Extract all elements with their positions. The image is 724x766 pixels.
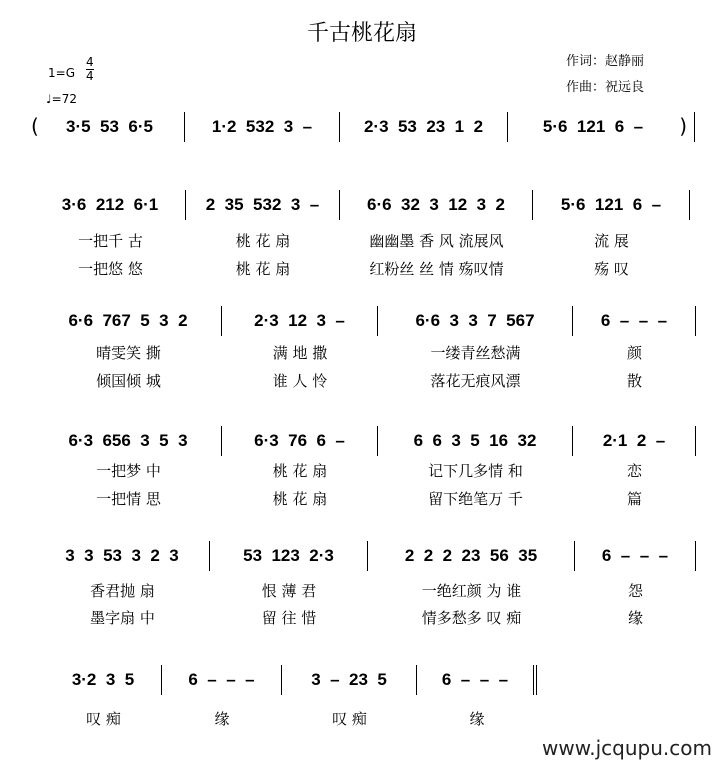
lyric-segment: 叹 痴: [332, 710, 367, 728]
key-signature: 1=G: [48, 66, 75, 80]
lyric-segment: 晴雯笑 撕: [96, 344, 161, 362]
measure: 6 – – –: [417, 665, 537, 695]
lyric-segment: 落花无痕风漂: [430, 372, 521, 390]
measure: 6·3 76 6 –: [222, 426, 378, 456]
lyric-segment: 墨字扇 中: [90, 609, 155, 627]
lyric-segment: 篇: [626, 490, 642, 508]
lyric-segment: 留 往 惜: [261, 609, 317, 627]
measure: 3 – 23 5: [282, 665, 417, 695]
measure: 6·6 32 3 12 3 2: [340, 190, 533, 220]
time-signature: [86, 56, 94, 83]
lyric-line: [35, 230, 690, 251]
lyric-line: [35, 460, 696, 481]
measure: 3·5 53 6·5: [35, 112, 185, 142]
measure: 53 123 2·3: [210, 541, 368, 571]
staff-line: [35, 541, 696, 571]
lyric-segment: 一把千 古: [78, 232, 143, 250]
lyric-segment: 倾国倾 城: [96, 372, 161, 390]
lyric-line: [35, 342, 696, 363]
lyric-segment: 桃 花 扇: [272, 490, 328, 508]
lyric-segment: 一绝红颜 为 谁: [421, 582, 522, 600]
lyric-segment: 缘: [214, 710, 230, 728]
repeat-paren-close: ): [679, 114, 687, 138]
lyric-segment: 一把梦 中: [96, 462, 161, 480]
measure: 6·3 656 3 5 3: [35, 426, 222, 456]
lyric-segment: 恋: [626, 462, 642, 480]
measure: 3·6 212 6·1: [35, 190, 186, 220]
staff-line: [35, 426, 696, 456]
lyric-line: [35, 258, 690, 279]
staff-line: [45, 665, 537, 695]
staff-line: [35, 190, 690, 220]
repeat-paren-open: (: [31, 114, 39, 138]
song-title: 千古桃花扇: [306, 21, 417, 46]
lyric-segment: 记下几多情 和: [428, 462, 523, 480]
measure: 5·6 121 6 –: [533, 190, 690, 220]
lyric-segment: 桃 花 扇: [235, 232, 291, 250]
lyric-segment: 留下绝笔万 千: [428, 490, 523, 508]
composer-credit: 作曲：祝远良: [566, 80, 645, 95]
lyric-segment: 缘: [627, 609, 643, 627]
lyric-segment: 恨 薄 君: [261, 582, 317, 600]
lyric-line: [35, 607, 696, 628]
measure: 2·1 2 –: [573, 426, 696, 456]
lyric-segment: 叹 痴: [86, 710, 121, 728]
lyric-segment: 缘: [469, 710, 485, 728]
measure: 2·3 12 3 –: [222, 306, 378, 336]
lyric-segment: 殇 叹: [594, 260, 629, 278]
measure: 6 6 3 5 16 32: [378, 426, 573, 456]
lyricist-credit: 作词：赵静丽: [566, 54, 645, 69]
measure: 2·3 53 23 1 2: [340, 112, 508, 142]
tempo-marking: ♩=72: [46, 92, 77, 106]
measure: 2 35 532 3 –: [186, 190, 340, 220]
measure: 6 – – –: [573, 306, 696, 336]
measure: 6·6 767 5 3 2: [35, 306, 222, 336]
lyric-segment: 一把悠 悠: [78, 260, 143, 278]
watermark: www.jcqupu.com: [542, 736, 712, 760]
measure: 2 2 2 23 56 35: [368, 541, 575, 571]
lyric-segment: 一缕青丝愁满: [430, 344, 521, 362]
staff-line: [31, 112, 695, 142]
lyric-segment: 一把情 思: [96, 490, 161, 508]
lyric-segment: 桃 花 扇: [235, 260, 291, 278]
lyric-segment: 香君抛 扇: [90, 582, 155, 600]
lyric-segment: 怨: [627, 582, 643, 600]
measure: 3 3 53 3 2 3: [35, 541, 210, 571]
staff-line: [35, 306, 696, 336]
lyric-segment: 流 展: [594, 232, 629, 250]
lyric-segment: 幽幽墨 香 风 流展风: [369, 232, 504, 250]
measure: 6·6 3 3 7 567: [378, 306, 573, 336]
lyric-segment: 谁 人 怜: [272, 372, 328, 390]
lyric-segment: 桃 花 扇: [272, 462, 328, 480]
time-top: 4: [86, 55, 94, 69]
lyric-segment: 散: [626, 372, 642, 390]
measure: 6 – – –: [162, 665, 282, 695]
lyric-segment: 满 地 撒: [272, 344, 328, 362]
measure: 1·2 532 3 –: [185, 112, 340, 142]
measure: 6 – – –: [575, 541, 696, 571]
measure: 5·6 121 6 –: [508, 112, 695, 142]
lyric-segment: 情多愁多 叹 痴: [421, 609, 522, 627]
lyric-line: [35, 370, 696, 391]
lyric-segment: 颜: [626, 344, 642, 362]
lyric-segment: 红粉丝 丝 情 殇叹情: [369, 260, 504, 278]
measure: 3·2 3 5: [45, 665, 162, 695]
lyric-line: [45, 708, 537, 729]
lyric-line: [35, 488, 696, 509]
lyric-line: [35, 580, 696, 601]
time-bottom: 4: [86, 69, 94, 83]
